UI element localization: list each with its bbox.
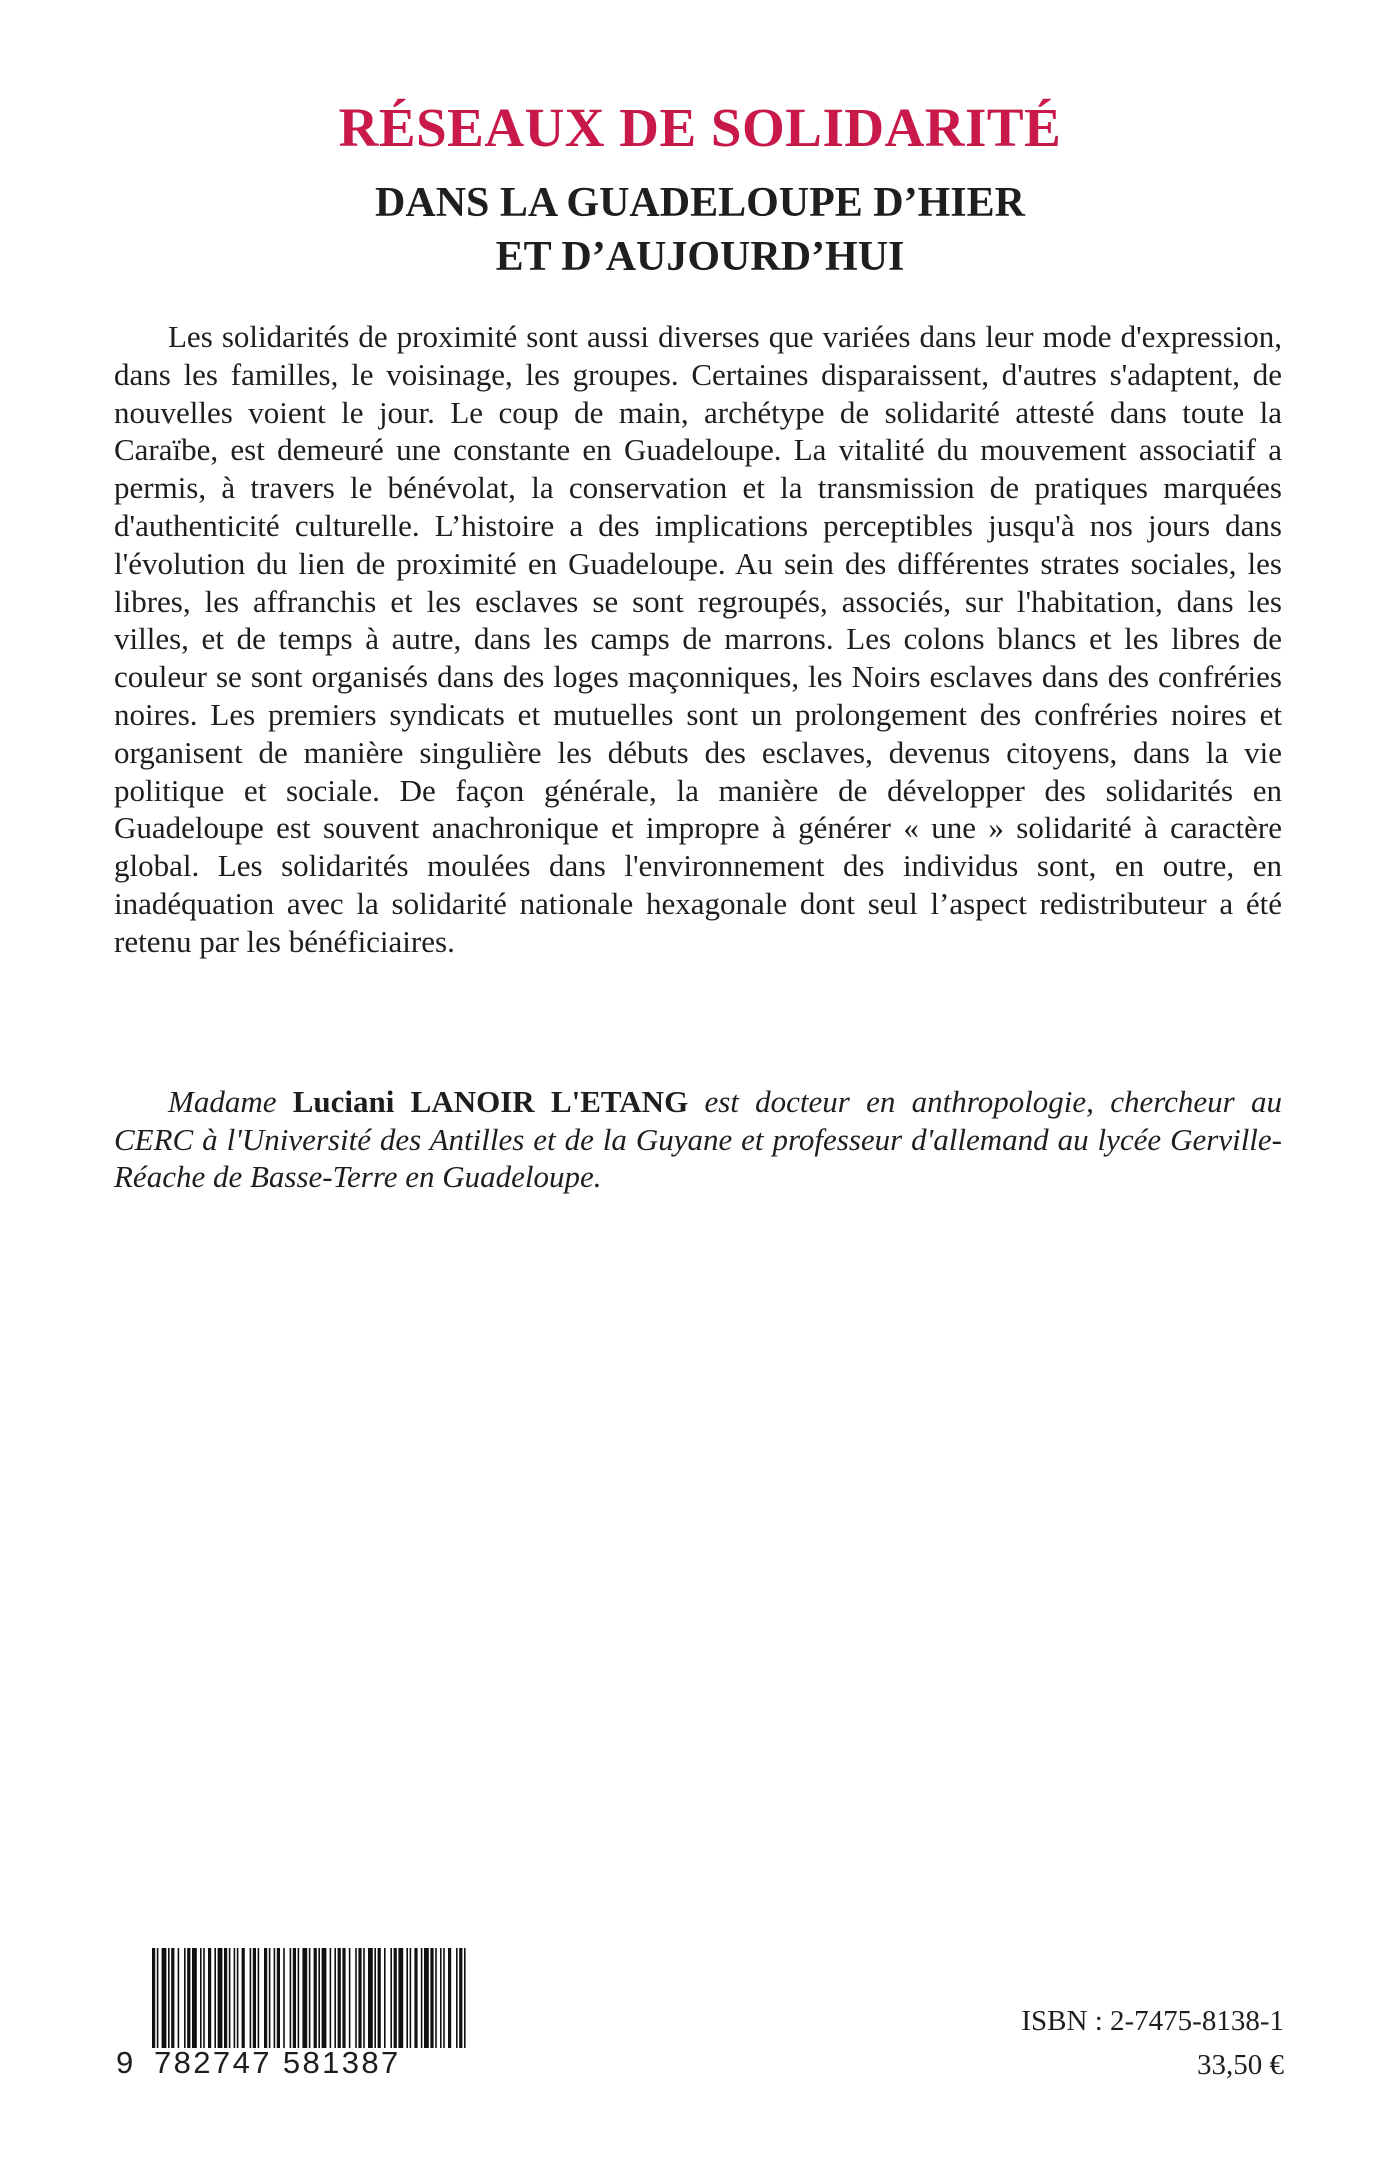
author-bio xyxy=(114,1083,1282,1196)
subtitle-line-2: ET D’AUJOURD’HUI xyxy=(495,234,905,280)
barcode-bar xyxy=(200,1948,202,2048)
barcode-bar xyxy=(459,1948,462,2048)
barcode-bar xyxy=(390,1948,392,2048)
barcode-bar xyxy=(349,1948,351,2048)
barcode-number: 782747 581387 xyxy=(154,2045,401,2080)
barcode-bar xyxy=(440,1948,442,2048)
barcode-bar xyxy=(302,1948,307,2048)
book-subtitle xyxy=(0,176,1400,284)
barcode-bar xyxy=(318,1948,320,2048)
barcode-graphic xyxy=(152,1948,470,2048)
barcode-bar xyxy=(435,1948,437,2048)
summary-paragraph: Les solidarités de proximité sont aussi diverses que variées dans leur mode d'expression, dans les familles, le voisinage, les groupes. Certaines disparaissent, d'autres s'adaptent, de nouvelles voient le jour. Le coup de main, archétype de solidarité attesté dans toute la Caraïbe, est demeuré une constante en Guadeloupe. La vitalité du mouvement associatif a permis, à travers le bénévolat, la conservation et la transmission de pratiques marquées d'authenticité culturelle. L’histoire a des implications perceptibles jusqu'à nos jours dans l'évolution du lien de proximité en Guadeloupe. Au sein des différentes strates sociales, les libres, les affranchis et les esclaves se sont regroupés, associés, sur l'habitation, dans les villes, et de temps à autre, dans les camps de marrons. Les colons blancs et les libres de couleur se sont organisés dans des loges maçonniques, les Noirs esclaves dans des confréries noires. Les premiers syndicats et mutuelles sont un prolongement des confréries noires et organisent de manière singulière les débuts des esclaves, devenus citoyens, dans la vie politique et sociale. De façon générale, la manière de développer des solidarités en Guadeloupe est souvent anachronique et impropre à générer « une » solidarité à caractère global. Les solidarités moulées dans l'environnement des individus sont, en outre, en inadéquation avec la solidarité nationale hexagonale dont seul l’aspect redistributeur a été retenu par les bénéficiaires. xyxy=(114,319,1282,959)
barcode-bar xyxy=(218,1948,223,2048)
barcode-bar xyxy=(394,1948,397,2048)
barcode-bar xyxy=(430,1948,433,2048)
barcode-bar xyxy=(157,1948,159,2048)
barcode-first-digit: 9 xyxy=(116,2045,134,2080)
barcode-bar xyxy=(184,1948,186,2048)
barcode-bar xyxy=(378,1948,381,2048)
barcode-bar xyxy=(363,1948,365,2048)
barcode-bar xyxy=(330,1948,332,2048)
bio-prefix: Madame xyxy=(168,1084,293,1119)
barcode-bar xyxy=(406,1948,408,2048)
barcode-bar xyxy=(410,1948,412,2048)
barcode-bar xyxy=(290,1948,292,2048)
barcode-bar xyxy=(293,1948,296,2048)
barcode-bar xyxy=(443,1948,445,2048)
barcode-bar xyxy=(464,1948,466,2048)
barcode-bar xyxy=(277,1948,280,2048)
author-name: Luciani LANOIR L'ETANG xyxy=(292,1084,689,1119)
book-title: RÉSEAUX DE SOLIDARITÉ xyxy=(338,97,1062,158)
barcode-bar xyxy=(274,1948,276,2048)
barcode-bar xyxy=(421,1948,423,2048)
barcode-bar xyxy=(152,1948,155,2048)
barcode-bar xyxy=(171,1948,174,2048)
barcode-bar xyxy=(162,1948,167,2048)
barcode-bar xyxy=(224,1948,227,2048)
barcode-bar xyxy=(264,1948,267,2048)
barcode-bar xyxy=(208,1948,211,2048)
barcode-bar xyxy=(314,1948,317,2048)
barcode-bar xyxy=(338,1948,341,2048)
barcode-bar xyxy=(309,1948,311,2048)
barcode-bar xyxy=(374,1948,376,2048)
barcode-bar xyxy=(203,1948,205,2048)
barcode-bar xyxy=(414,1948,417,2048)
barcode-bar xyxy=(334,1948,336,2048)
barcode-bar xyxy=(424,1948,429,2048)
barcode-bar xyxy=(355,1948,357,2048)
barcode-bar xyxy=(214,1948,216,2048)
barcode-bar xyxy=(298,1948,300,2048)
price-label: 33,50 € xyxy=(1197,2049,1284,2081)
barcode-bar xyxy=(192,1948,197,2048)
barcode-bar xyxy=(342,1948,345,2048)
barcode-bar xyxy=(237,1948,239,2048)
isbn-label: ISBN : 2-7475-8138-1 xyxy=(1021,2005,1284,2037)
barcode-digits xyxy=(116,2046,476,2080)
barcode-bar xyxy=(258,1948,260,2048)
barcode-bar xyxy=(269,1948,271,2048)
barcode-bar xyxy=(250,1948,252,2048)
barcode-bar xyxy=(322,1948,327,2048)
barcode-bar xyxy=(187,1948,190,2048)
bio-suffix: est docteur en anthropologie, chercheur au CERC à l'Université des Antilles et de la Guyane et professeur d'allemand au lycée Gerville-Réache de Basse-Terre en Guadeloupe. xyxy=(114,1084,1282,1194)
barcode-bar xyxy=(456,1948,458,2048)
barcode-bar xyxy=(398,1948,403,2048)
barcode-bar xyxy=(253,1948,256,2048)
barcode-bar xyxy=(178,1948,180,2048)
barcode-bar xyxy=(448,1948,451,2048)
barcode-bar xyxy=(384,1948,386,2048)
barcode-bar xyxy=(168,1948,170,2048)
barcode-bar xyxy=(358,1948,361,2048)
barcode-bar xyxy=(283,1948,285,2048)
subtitle-line-1: DANS LA GUADELOUPE D’HIER xyxy=(375,180,1025,226)
barcode-bar xyxy=(229,1948,231,2048)
barcode-bar xyxy=(242,1948,245,2048)
barcode-bar xyxy=(368,1948,373,2048)
barcode-block xyxy=(116,1948,476,2078)
barcode-bar xyxy=(234,1948,236,2048)
